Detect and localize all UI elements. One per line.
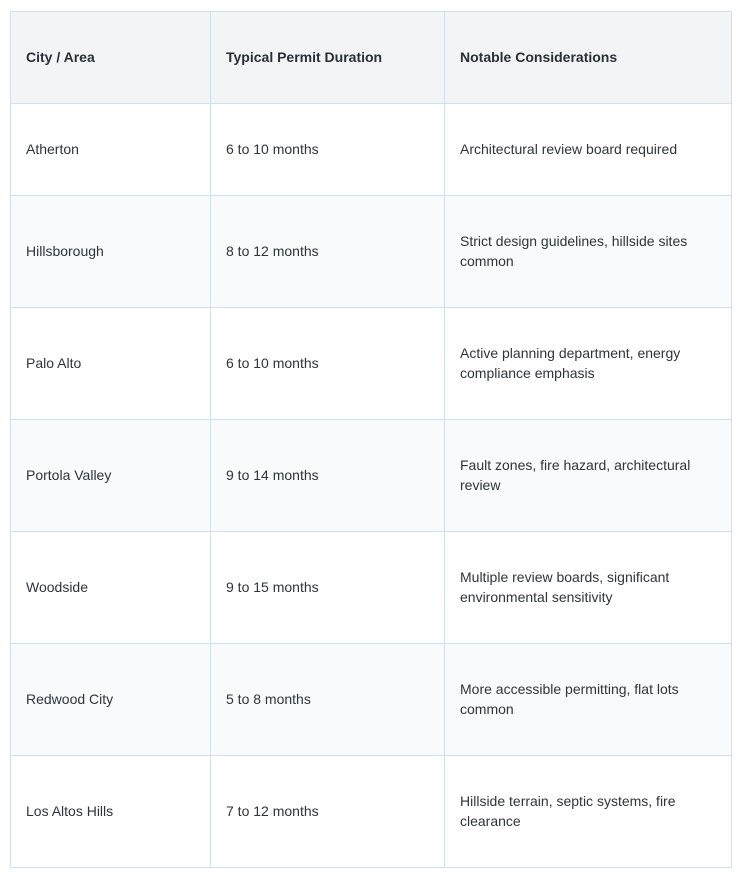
permit-duration-table — [10, 11, 732, 868]
header-notable-considerations: Notable Considerations — [445, 12, 732, 104]
header-city-area: City / Area — [11, 12, 211, 104]
cell-notes: Hillside terrain, septic systems, fire clearance — [445, 756, 732, 868]
table-row — [11, 644, 732, 756]
cell-city: Hillsborough — [11, 196, 211, 308]
cell-duration: 6 to 10 months — [211, 308, 445, 420]
cell-notes: Active planning department, energy compliance emphasis — [445, 308, 732, 420]
cell-notes: Architectural review board required — [445, 104, 732, 196]
cell-duration: 9 to 14 months — [211, 420, 445, 532]
table-row — [11, 196, 732, 308]
cell-city: Atherton — [11, 104, 211, 196]
cell-duration: 7 to 12 months — [211, 756, 445, 868]
cell-city: Palo Alto — [11, 308, 211, 420]
table-row — [11, 104, 732, 196]
table-row — [11, 420, 732, 532]
table-row — [11, 532, 732, 644]
cell-notes: Strict design guidelines, hillside sites common — [445, 196, 732, 308]
permit-duration-table-container — [10, 11, 731, 868]
cell-duration: 9 to 15 months — [211, 532, 445, 644]
header-row — [11, 12, 732, 104]
table-row — [11, 756, 732, 868]
cell-duration: 8 to 12 months — [211, 196, 445, 308]
cell-notes: More accessible permitting, flat lots common — [445, 644, 732, 756]
cell-notes: Multiple review boards, significant environmental sensitivity — [445, 532, 732, 644]
cell-city: Redwood City — [11, 644, 211, 756]
cell-duration: 6 to 10 months — [211, 104, 445, 196]
cell-city: Portola Valley — [11, 420, 211, 532]
cell-city: Woodside — [11, 532, 211, 644]
cell-notes: Fault zones, fire hazard, architectural review — [445, 420, 732, 532]
table-row — [11, 308, 732, 420]
table-header — [11, 12, 732, 104]
cell-city: Los Altos Hills — [11, 756, 211, 868]
cell-duration: 5 to 8 months — [211, 644, 445, 756]
header-typical-permit-duration: Typical Permit Duration — [211, 12, 445, 104]
table-body — [11, 104, 732, 868]
